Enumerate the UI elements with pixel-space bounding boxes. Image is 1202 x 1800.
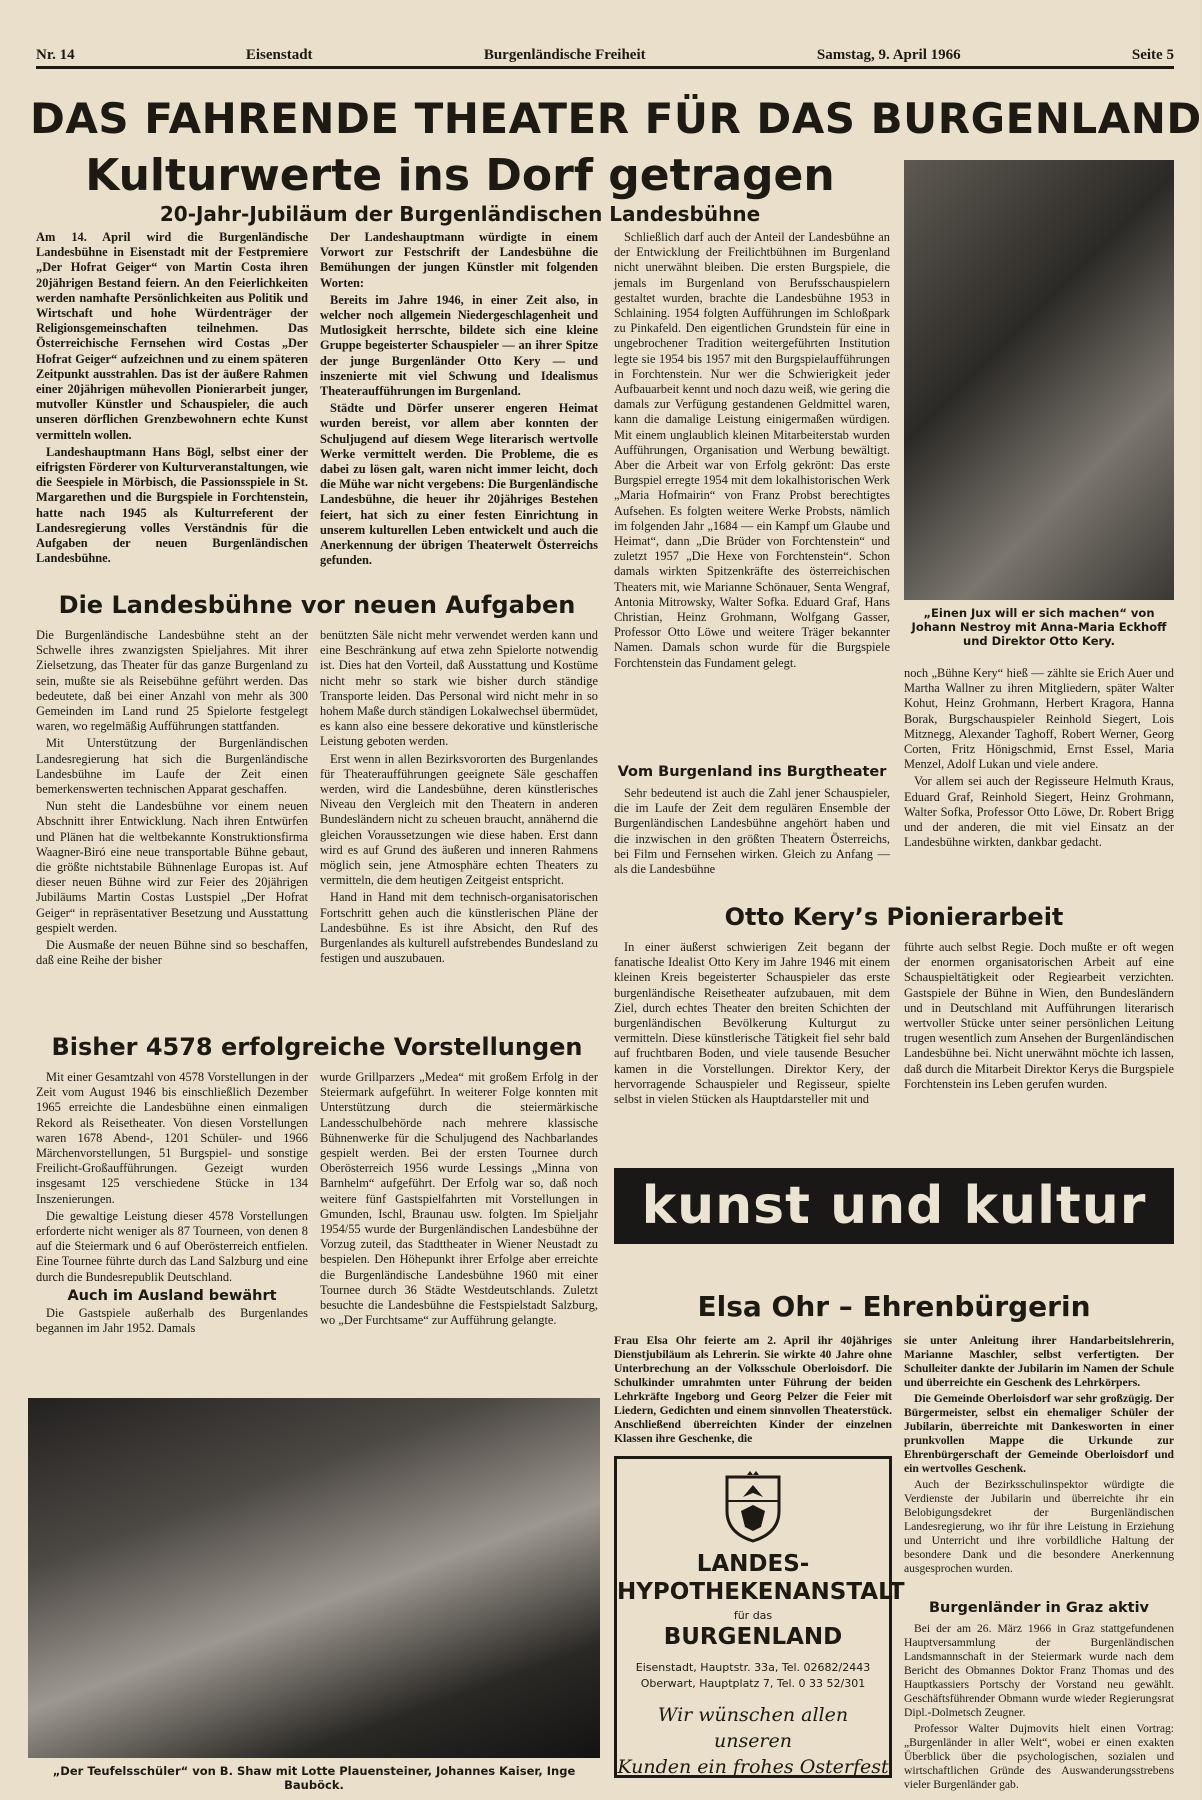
ad-address-oberwart: Oberwart, Hauptplatz 7, Tel. 0 33 52/301: [640, 1677, 866, 1690]
intro-para-5: Städte und Dörfer unserer engeren Heimat wurden bereist, vor allem aber konnten der Schuljugend auf diesem Wege literarisch wertvolle Werke vermittelt werden. Die Probleme, die es dabei zu lösen galt, waren nicht immer leicht, doch die Mühe war nicht vergebens: Die Burgenländische Landesbühne, die heuer ihr 20jähriges Bestehen feiert, hat sich zu einer festen Einrichtung in unserem kulturellen Leben entwickelt und auch die Anerkennung der übrigen Theaterwelt Österreichs gefunden.: [320, 401, 598, 568]
heading-kery: Otto Kery’s Pionierarbeit: [724, 903, 1064, 931]
super-headline: DAS FAHRENDE THEATER FÜR DAS BURGENLAND: [30, 94, 1202, 143]
header-city: Eisenstadt: [245, 46, 313, 63]
coat-of-arms-icon: [721, 1471, 785, 1545]
heading-elsa-ohr: Elsa Ohr – Ehrenbürgerin: [697, 1290, 1091, 1323]
intro-column-3: [614, 230, 890, 760]
neue-para-6: Erst wenn in allen Bezirksvororten des Burgenlandes für Theateraufführungen geeignete Säle geschaffen werden, wird die Landesbühne, deren künstlerisches Niveau den Vergleich mit den Theatern in anderen Bundesländern nicht zu scheuen braucht, annähernd die gleichen Voraussetzungen wie diese haben. Erst dann wird es auf Grund des äußeren und inneren Rahmens möglich sein, jene Atmosphäre echten Theaters zu vermitteln, die dem heutigen Zeitgeist entspricht.: [320, 751, 598, 888]
elsa-lead-para: Frau Elsa Ohr feierte am 2. April ihr 40jähriges Dienstjubiläum als Lehrerin. Sie wirkte 40 Jahre ohne Unterbrechung an der Volksschule Oberloisdorf. Die Schulkinder umrahmten unter Führung der beiden Lehrkräfte Ingeborg und Georg Pelzer die Feier mit Liedern, Gedichten und einem sinnvollen Theaterstück. Anschließend überreichten Kinder der einzelnen Klassen ihre Geschenke, die: [614, 1334, 892, 1445]
heading-4578: Bisher 4578 erfolgreiche Vorstellungen: [51, 1033, 583, 1061]
heading-burgtheater: Vom Burgenland ins Burgtheater: [617, 764, 887, 780]
neue-para-7: Hand in Hand mit dem technisch-organisatorischen Fortschritt gehen auch die künstlerischen Pläne der Landesbühne. Es ist ihre Absicht, den Ruf des Burgenlandes als kulturell aufstrebendes Bundesland zu festigen und auszubauen.: [320, 890, 598, 966]
4578-para-4: wurde Grillparzers „Medea“ mit großem Erfolg in der Steiermark aufgeführt. In weiterer Folge konnten mit Unterstützung durch die steiermärkische Landesschulbehörde nach mehrere klassische Bühnenwerke für die Schuljugend des Nachbarlandes gespielt werden. Bei der ersten Tournee durch Oberösterreich 1956 wurde Lessings „Minna von Barnhelm“ aufgeführt. Der Erfolg war so, daß noch weitere fünf Gastspielfahrten mit Vorstellungen in Gmunden, Ischl, Braunau usw. folgten. Im Spieljahr 1954/55 wurde der Burgenländischen Landesbühne der Vorzug zuteil, das Stadttheater in Wiener Neustadt zu bespielen. Den Höhepunkt ihrer Erfolge aber erreichte die Burgenländische Landesbühne 1960 mit einer Tournee durch 36 Städte Westdeutschlands. Zuletzt besuchte die Landesbühne die Festspielstadt Salzburg, wo „Der Furchtsame“ zur Aufführung gelangte.: [320, 1070, 598, 1328]
kery-para-2: führte auch selbst Regie. Doch mußte er oft wegen der enormen organisatorischen Arbeit auf eine Schauspieltätigkeit oder Regiearbeit verzichten. Gastspiele der Bühne in Wien, den Bundesländern und in Deutschland mit Aufführungen literarisch wertvoller Stücke unter seiner persönlichen Leitung trugen wesentlich zum Ansehen der Burgenländischen Landesbühne bei. Nicht unerwähnt möchte ich lassen, daß durch die Mitarbeit Direktor Kerys die Burgspiele Forchtenstein ins Leben gerufen wurden.: [904, 940, 1174, 1091]
header-paper-name: Burgenländische Freiheit: [483, 46, 646, 63]
4578-column-2: [320, 1070, 598, 1380]
advertisement-hypothekenanstalt: [614, 1456, 905, 1778]
kery-para-1: In einer äußerst schwierigen Zeit begann der fanatische Idealist Otto Kery im Jahre 1946 mit einem kleinen Kreis begeisterter Schauspieler das erste burgenländische Reisetheater aufzubauen, mit dem Ziel, durch echtes Theater den breiten Schichten der burgenländischen Bevölkerung Kulturgut zu vermitteln. Diese künstlerische Tätigkeit fiel sehr bald auf fruchtbaren Boden, und viele tausende Besucher kamen in die Vorstellungen. Direktor Kery, der hervorragende Schauspieler und Regisseur, spielte selbst in vielen Stücken als Hauptdarsteller mit und: [614, 940, 890, 1107]
4578-para-1: Mit einer Gesamtzahl von 4578 Vorstellungen in der Zeit vom August 1946 bis einschließlich Dezember 1965 erreichte die Landesbühne einen einmaligen Rekord als Reisetheater. Von diesen Vorstellungen waren 1678 Abend-, 1201 Schüler- und 1966 Märchenvorstellungen, 51 Burgspiel- und sonstige Freilicht-Großaufführungen. Gezeigt wurden insgesamt 125 verschiedene Stücke in 134 Inszenierungen.: [36, 1070, 308, 1206]
page-header: [36, 44, 1174, 69]
heading-graz: Burgenländer in Graz aktiv: [929, 1600, 1149, 1616]
intro-para-4: Bereits im Jahre 1946, in einer Zeit also, in welcher noch allgemein Niedergeschlagenheit und Mutlosigkeit herrschte, bildete sich eine kleine Gruppe begeisterter Schauspieler — an ihrer Spitze der junge Burgenländer Otto Kery — und inszenierte mit viel Schwung und Idealismus Theateraufführungen im Burgenland.: [320, 292, 598, 399]
ad-line-hypothekenanstalt: HYPOTHEKENANSTALT: [617, 1579, 905, 1605]
photo-caption-nestroy: „Einen Jux will er sich machen“ von Johann Nestroy mit Anna-Maria Eckhoff und Direktor Otto Kery.: [911, 606, 1167, 648]
graz-column: [904, 1622, 1174, 1791]
side-column-actors: [904, 666, 1174, 888]
ad-line-burgenland: BURGENLAND: [663, 1624, 843, 1650]
photo-teufelsschueler-scene: [28, 1398, 600, 1758]
elsa-right-para-2: Die Gemeinde Oberloisdorf war sehr großzügig. Der Bürgermeister, selbst ein ehemaliger Schüler der Jubilarin, überreichte mit Dankesworten in einer prunkvollen Mappe die Urkunde zur Ehrenbürgerschaft der Gemeinde Oberloisdorf und ein wertvolles Geschenk.: [904, 1392, 1174, 1475]
header-page: Seite 5: [1131, 46, 1174, 63]
neue-para-2: Mit Unterstützung der Burgenländischen Landesregierung hat sich die Burgenländische Landesbühne im Laufe der Zeit einen bemerkenswerten technischen Apparat geschaffen.: [36, 736, 308, 797]
side-para-1: noch „Bühne Kery“ hieß — zählte sie Erich Auer und Martha Wallner zu ihren Mitgliedern, später Walter Kohut, Heinz Grohmann, Herbert Kragora, Hanna Borak, Burgschauspieler Reinhold Siegert, Lois Mitznegg, Alexander Taghoff, Robert Werner, Georg Corten, Fritz Hönigschmid, Ernst Essel, Maria Menzel, Adolf Lukan und viele andere.: [904, 666, 1174, 772]
main-headline: Kulturwerte ins Dorf getragen: [85, 150, 835, 201]
kunst-und-kultur-banner: [614, 1168, 1174, 1244]
elsa-lead-column: [614, 1334, 892, 1454]
neue-column-1: [36, 628, 308, 1018]
photo-caption-teufelsschueler: „Der Teufelsschüler“ von B. Shaw mit Lotte Plauensteiner, Johannes Kaiser, Inge Bauböck.: [52, 1764, 576, 1792]
ad-line-fuer-das: für das: [733, 1609, 773, 1622]
4578-para-2: Die gewaltige Leistung dieser 4578 Vorstellungen erforderte nicht weniger als 87 Tourneen, von denen 8 auf die Steiermark und 6 auf Oberösterreich entfielen. Eine Tournee führte durch das Land Salzburg und eine durch die Bundesrepublik Deutschland.: [36, 1208, 308, 1284]
elsa-right-para-1: sie unter Anleitung ihrer Handarbeitslehrerin, Marianne Maschler, selbst verfertigten. Der Schulleiter dankte der Jubilarin im Namen der Schule und überreichte ein Geschenk des Lehrkörpers.: [904, 1334, 1174, 1389]
ad-wish-line-1: Wir wünschen allen unseren: [657, 1704, 849, 1752]
neue-para-5: benützten Säle nicht mehr verwendet werden kann und eine Beschränkung auf etwa zehn Spielorte notwendig ist. Dies hat den Vorteil, daß Ausstattung und Kostüme nicht mehr so stark wie bisher durch ständige Transporte leiden. Das Personal wird nicht mehr in so hohem Maße durch ständigen Lokalwechsel übermüdet, es kann also eine bessere dekorative und künstlerische Leistung geboten werden.: [320, 628, 599, 749]
elsa-right-column: [904, 1334, 1174, 1584]
kery-column-2: [904, 940, 1174, 1140]
4578-column-1: [36, 1070, 308, 1380]
kery-column-1: [614, 940, 890, 1140]
neue-para-4: Die Ausmaße der neuen Bühne sind so beschaffen, daß eine Reihe der bisher: [36, 938, 308, 968]
issue-number: Nr. 14: [36, 46, 75, 63]
side-para-2: Vor allem sei auch der Regisseure Helmuth Kraus, Eduard Graf, Reinhold Siegert, Heinz Grohmann, Walter Sofka, Professor Otto Löwe, Dr. Robert Brigg und der anderen, die mit viel Einsatz an der Landesbühne wirkten, dankbar gedacht.: [904, 774, 1174, 850]
ad-line-landes: LANDES-: [696, 1551, 810, 1577]
sub-headline: 20-Jahr-Jubiläum der Burgenländischen Landesbühne: [159, 202, 761, 226]
intro-column-1: [36, 230, 308, 576]
ad-address-eisenstadt: Eisenstadt, Hauptstr. 33a, Tel. 02682/2443: [635, 1661, 871, 1674]
intro-para-6: Schließlich darf auch der Anteil der Landesbühne an der Entwicklung der Freilichtbühnen im Burgenland nicht unerwähnt bleiben. Die ersten Burgspiele, die jemals im Burgenland von Berufsschauspielern gestaltet wurden, brachte die Landesbühne 1953 in Schlaining. 1954 folgten Aufführungen im Schloßpark zu Pinkafeld. Den eigentlichen Grundstein für eine in ungebrochener Tradition weitergeführten Institution legte sie 1954 bis 1957 mit den Burgspielaufführungen in Forchtenstein. Nur wer die Schwierigkeit jeder Aufbauarbeit kennt und noch dazu weiß, wie gering die damals zur Verfügung gestandenen Geldmittel waren, kann die damalige Leistung einigermaßen würdigen. Mit einem unglaublich kleinen Mitarbeiterstab wurden Aufführungen, Organisation und Werbung bewältigt. Aber die Arbeit war von Erfolg gekrönt: Das erste Burgspiel erregte 1954 mit dem lokalhistorischen Werk „Maria Hofmairin“ von Franz Probst berechtigtes Aufsehen. Es folgten weitere Werke Probsts, nämlich im folgenden Jahr „1684 — ein Kampf um Glaube und Heimat“, dann „Die Brüder von Forchtenstein“ und zuletzt 1957 „Die Hexe von Forchtenstein“. Schon damals wirkten Spitzenkräfte des österreichischen Theaters mit, wie Marianne Schönauer, Senta Wengraf, Antonia Mitrowsky, Walter Sofka. Eduard Graf, Hans Christian, Heinz Grohmann, Wolfgang Gasser, Professor Otto Löwe und weitere Träger bekannter Namen. Damals schon wurde für die Burgspiele Forchtenstein das Fundament gelegt.: [614, 230, 890, 670]
burgtheater-column: [614, 786, 890, 890]
heading-ausland: Auch im Ausland bewährt: [67, 1287, 277, 1304]
header-date: Samstag, 9. April 1966: [816, 46, 961, 63]
ad-wish-line-2: Kunden ein frohes Osterfest: [617, 1756, 889, 1778]
neue-para-1: Die Burgenländische Landesbühne steht an der Schwelle ihres zwanzigsten Spieljahres. Mit ihrer Zielsetzung, das Theater für das ganze Burgenland zu sein, mußte sie als Reisebühne geführt werden. Das bedeutete, daß bei einer Anzahl von mehr als 300 Gemeinden im Land rund 25 Spielorte festgelegt waren, wo regelmäßig Aufführungen stattfanden.: [36, 628, 308, 734]
graz-para-1: Bei der am 26. März 1966 in Graz stattgefundenen Hauptversammlung der Burgenländischen Landsmannschaft in der Steiermark wurde nach dem Bericht des Obmannes Doktor Franz Thomas und des Hauptkassiers Portschy der Vorstand neu gewählt. Geschäftsführender Obmann wurde wieder Regierungsrat Dipl.-Dolmetsch Zeugner.: [904, 1622, 1174, 1719]
burgtheater-para: Sehr bedeutend ist auch die Zahl jener Schauspieler, die im Laufe der Zeit dem regulären Ensemble der Burgenländischen Landesbühne angehört haben und die inzwischen in den größten Theatern Österreichs, bei Film und Fernsehen wirken. Gleich zu Anfang — als die Landesbühne: [614, 786, 890, 877]
banner-text: kunst und kultur: [641, 1176, 1147, 1236]
intro-para-1: Am 14. April wird die Burgenländische Landesbühne in Eisenstadt mit der Festpremiere „Der Hofrat Geiger“ von Martin Costa ihren 20jährigen Bestand feiern. An den Feierlichkeiten werden namhafte Persönlichkeiten aus Politik und Wirtschaft und hohe Würdenträger der Religionsgemeinschaften teilnehmen. Das Österreichische Fernsehen wird Costas „Der Hofrat Geiger“ aufzeichnen und zu einem späteren Zeitpunkt ausstrahlen. Das ist der äußere Rahmen einer 20jährigen mühevollen Pionierarbeit junger, mutvoller Künstler und Schauspieler, die auch unseren dörflichen Grenzbewohnern echte Kunst vermitteln wollen.: [36, 230, 308, 442]
neue-column-2: [320, 628, 598, 1018]
intro-column-2: [320, 230, 598, 576]
heading-neue-aufgaben: Die Landesbühne vor neuen Aufgaben: [58, 591, 576, 619]
neue-para-3: Nun steht die Landesbühne vor einem neuen Abschnitt ihrer Entwicklung. Nach ihren Entwürfen und Plänen hat die weltbekannte Konstruktionsfirma Waagner-Biró eine neue transportable Bühne gebaut, die größte nichtstabile Bühnenlage Europas ist. Auf dieser neuen Bühne wird zur Feier des 20jährigen Jubiläums Martin Costas Lustspiel „Der Hofrat Geiger“ in repräsentativer Besetzung und Ausstattung gespielt werden.: [36, 799, 308, 935]
intro-para-3: Der Landeshauptmann würdigte in einem Vorwort zur Festschrift der Landesbühne die Bemühungen der jungen Künstler mit folgenden Worten:: [320, 230, 598, 290]
graz-para-2: Professor Walter Dujmovits hielt einen Vortrag: „Burgenländer in aller Welt“, wobei er einen exakten Überblick über die psychologischen, sozialen und wirtschaftlichen Gründe des Auswanderungsstrebens vieler Burgenländer gab.: [904, 1722, 1174, 1791]
elsa-right-para-3: Auch der Bezirksschulinspektor würdigte die Verdienste der Jubilarin und überreichte ihr ein Belobigungsdekret der Burgenländischen Landesregierung, wo ihr für ihre Leistung in Erziehung und Unterricht und ihre vorbildliche Haltung der besondere Dank und die besondere Anerkennung ausgesprochen wurden.: [904, 1478, 1174, 1575]
intro-para-2: Landeshauptmann Hans Bögl, selbst einer der eifrigsten Förderer von Kulturveranstaltungen, wie die Seespiele in Mörbisch, die Passionsspiele in St. Margarethen und die Burgspiele in Forchtenstein, hatte nach 1945 als Kulturreferent der Landesregierung volles Verständnis für die Aufgaben der neuen Burgenländischen Landesbühne.: [36, 444, 308, 566]
photo-nestroy-scene: [904, 160, 1174, 600]
4578-para-3: Die Gastspiele außerhalb des Burgenlandes begannen im Jahr 1952. Damals: [36, 1306, 308, 1336]
